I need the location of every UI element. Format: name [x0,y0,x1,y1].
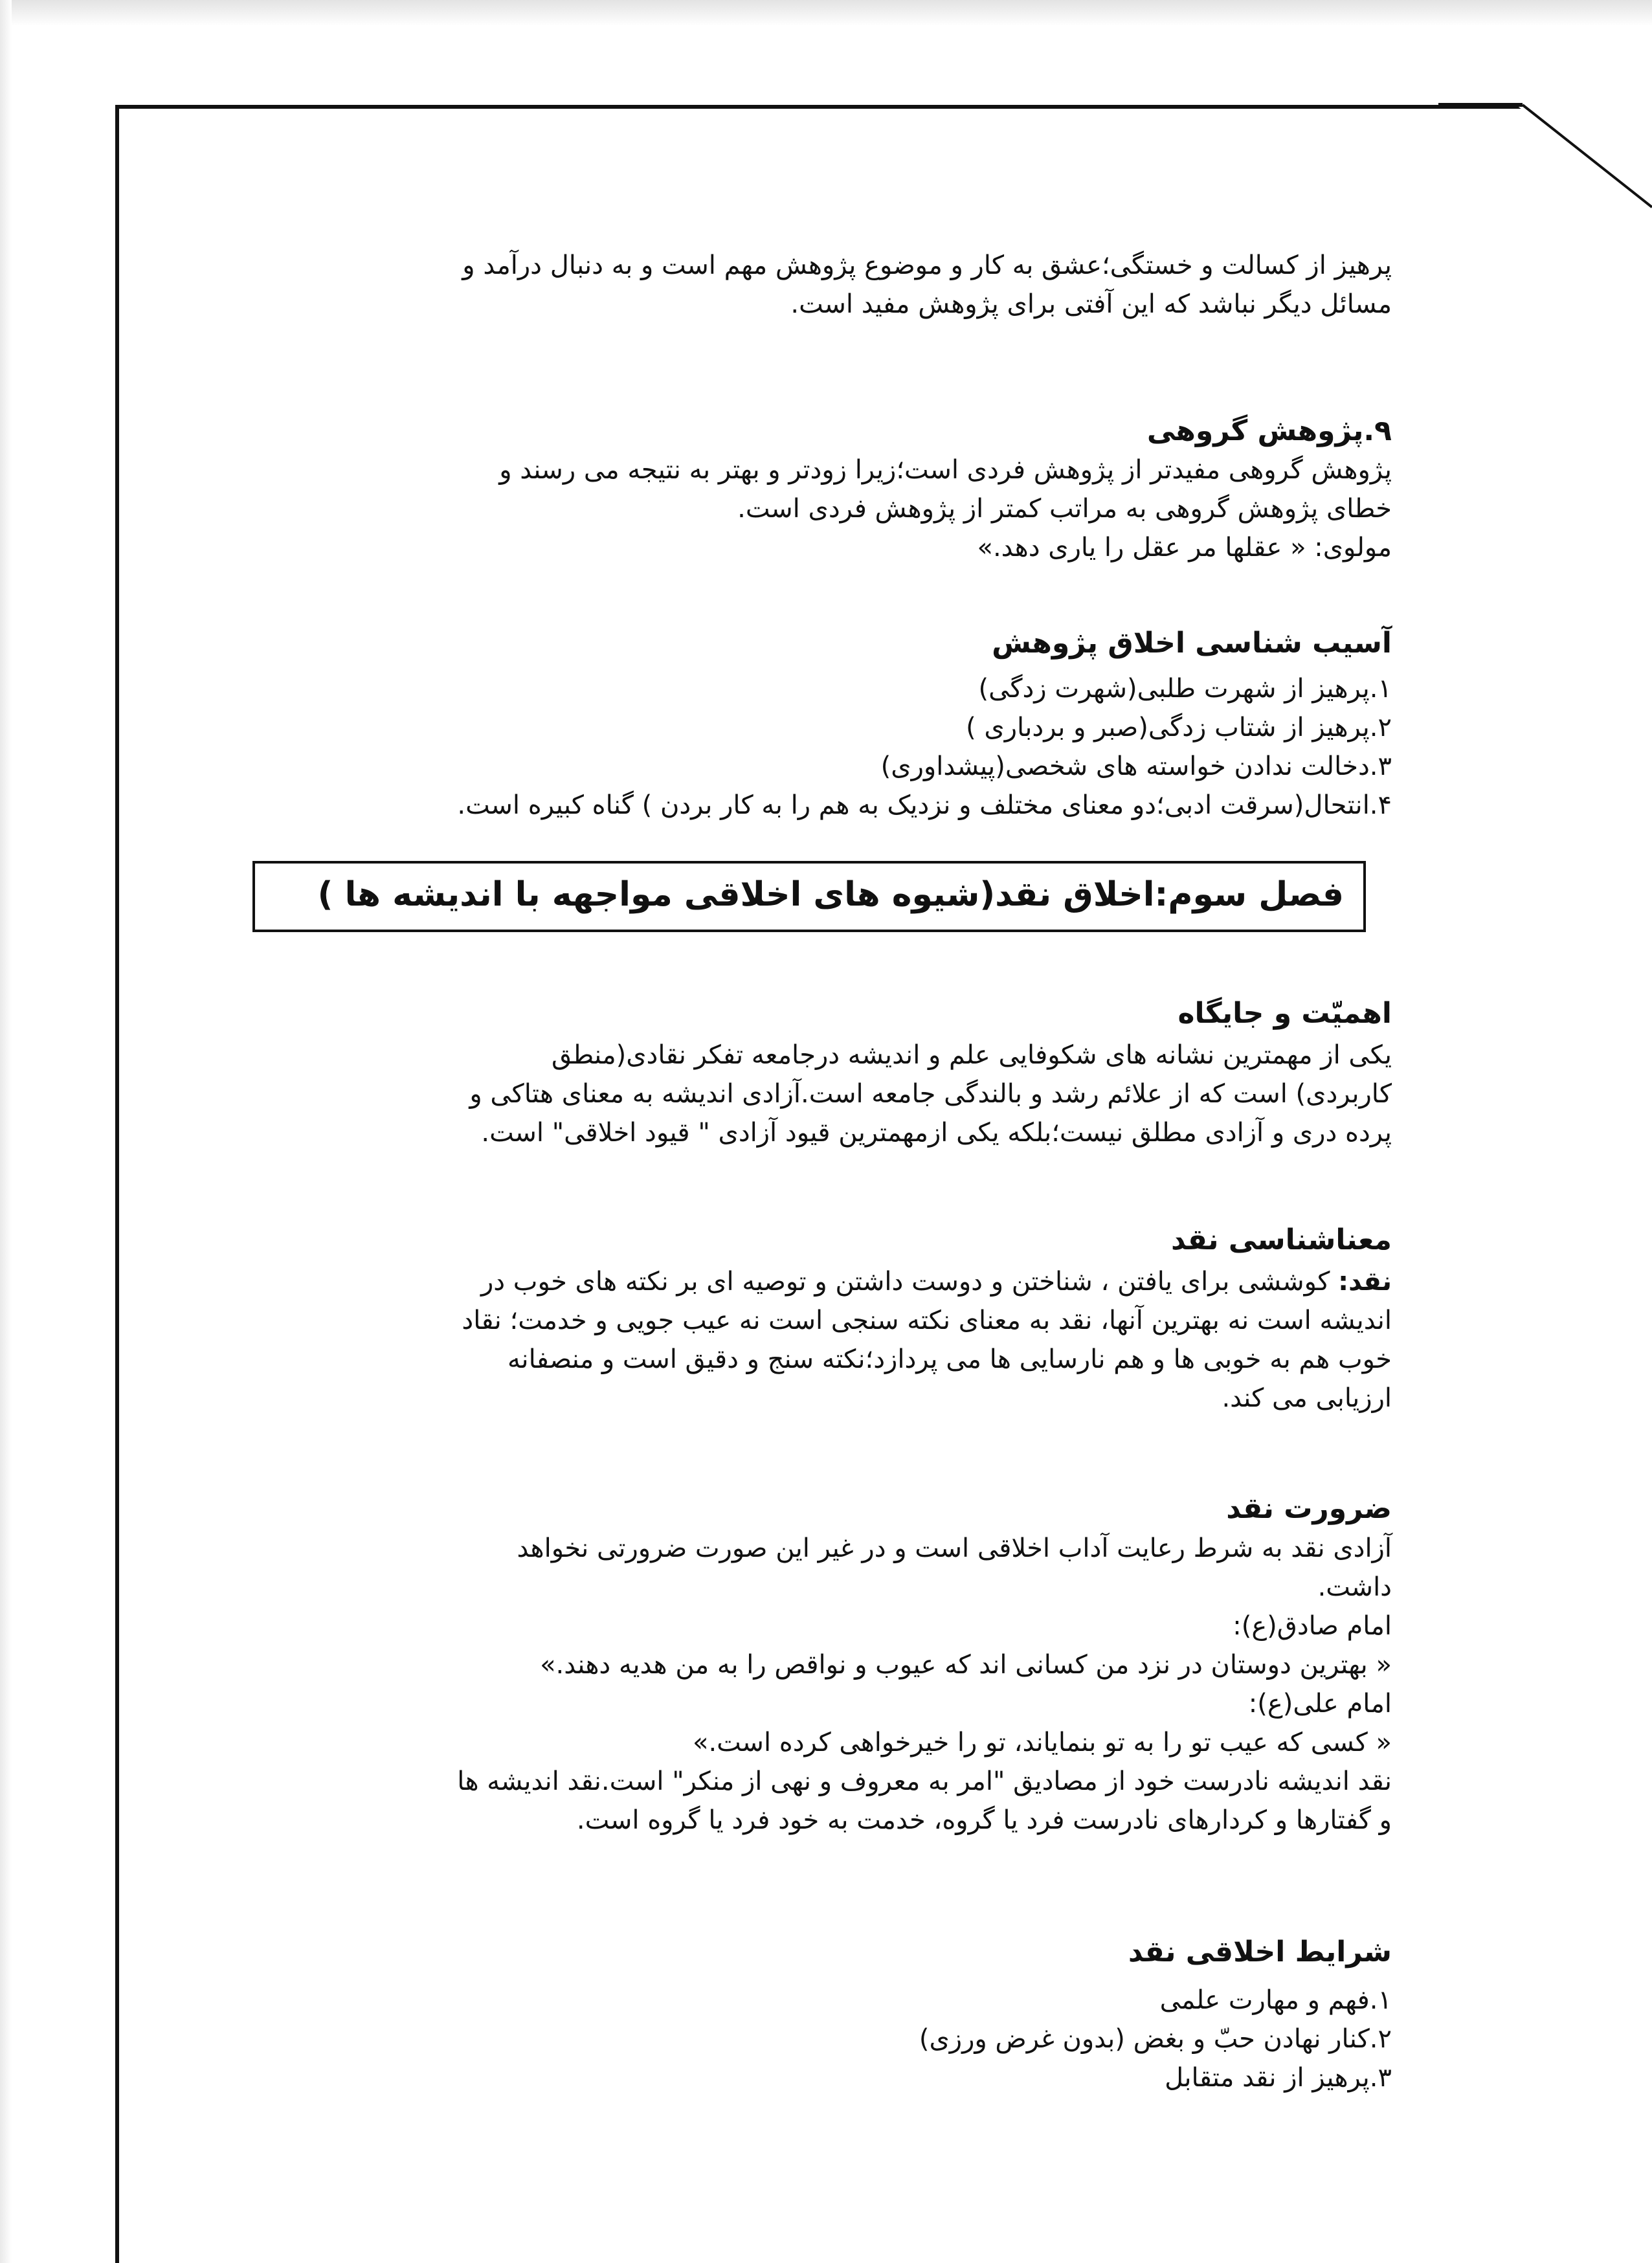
conditions-heading: شرایط اخلاقی نقد [1128,1935,1392,1968]
group-research-line: مولوی: « عقلها مر عقل را یاری دهد.» [977,533,1392,563]
pathology-item: ۲.پرهیز از شتاب زدگی(صبر و بردباری ) [966,713,1392,742]
necessity-line: نقد اندیشه نادرست خود از مصادیق "امر به معروف و نهی از منکر" است.نقد اندیشه ها [457,1767,1392,1796]
scan-edge-left [0,0,12,2263]
pathology-heading: آسیب شناسی اخلاق پژوهش [992,627,1392,660]
importance-line: پرده دری و آزادی مطلق نیست؛بلکه یکی ازمهمترین قیود آزادی " قیود اخلاقی" است. [481,1118,1392,1148]
semantics-line: ارزیابی می کند. [1222,1383,1392,1413]
semantics-term: نقد: [1338,1267,1392,1297]
group-research-paragraph [207,451,1392,567]
page-frame [115,105,1652,2263]
semantics-heading: معناشناسی نقد [1170,1223,1392,1256]
conditions-list [207,1981,1392,2097]
semantics-paragraph [207,1262,1392,1418]
folded-corner [1438,45,1652,214]
group-research-heading: ۹.پژوهش گروهی [1146,414,1392,447]
necessity-line: داشت. [1317,1572,1392,1602]
chapter-title: فصل سوم:اخلاق نقد(شیوه های اخلاقی مواجهه با اندیشه ها ) [317,875,1344,914]
intro-line: مسائل دیگر نباشد که این آفتی برای پژوهش مفید است. [790,289,1392,319]
pathology-item: ۳.دخالت ندادن خواسته های شخصی(پیشداوری) [880,752,1392,781]
necessity-heading: ضرورت نقد [1226,1492,1392,1525]
semantics-line: اندیشه است نه بهترین آنها، نقد به معنای نکته سنجی است نه عیب جویی و خدمت؛ نقاد [462,1306,1392,1335]
intro-paragraph [207,246,1392,324]
scan-edge-top [0,0,1652,26]
conditions-item: ۲.کنار نهادن حبّ و بغض (بدون غرض ورزی) [919,2024,1392,2054]
semantics-line-text: کوششی برای یافتن ، شناختن و دوست داشتن و توصیه ای بر نکته های خوب در [480,1267,1330,1297]
group-research-line: خطای پژوهش گروهی به مراتب کمتر از پژوهش فردی است. [737,494,1392,524]
necessity-line: « بهترین دوستان در نزد من کسانی اند که عیوب و نواقص را به من هدیه دهند.» [540,1650,1392,1680]
intro-line: پرهیز از کسالت و خستگی؛عشق به کار و موضوع پژوهش مهم است و به دنبال درآمد و [462,251,1392,280]
conditions-item: ۳.پرهیز از نقد متقابل [1165,2063,1392,2093]
pathology-list [207,669,1392,825]
semantics-line: خوب هم به خوبی ها و هم نارسایی ها می پردازد؛نکته سنج و دقیق است و منصفانه [507,1344,1392,1374]
necessity-line: و گفتارها و کردارهای نادرست فرد یا گروه، خدمت به خود فرد یا گروه است. [576,1805,1392,1835]
necessity-line: آزادی نقد به شرط رعایت آداب اخلاقی است و در غیر این صورت ضرورتی نخواهد [517,1533,1392,1563]
chapter-title-box [252,861,1366,932]
pathology-item: ۴.انتحال(سرقت ادبی؛دو معنای مختلف و نزدیک به هم را به کار بردن ) گناه کبیره است. [457,790,1392,820]
necessity-line: « کسی که عیب تو را به تو بنمایاند، تو را خیرخواهی کرده است.» [692,1728,1392,1757]
importance-paragraph [207,1036,1392,1152]
semantics-line [207,1262,1392,1301]
group-research-line: پژوهش گروهی مفیدتر از پژوهش فردی است؛زیرا زودتر و بهتر به نتیجه می رسند و [499,455,1392,485]
necessity-line: امام علی(ع): [1248,1689,1392,1719]
importance-heading: اهمیّت و جایگاه [1178,997,1392,1030]
importance-line: یکی از مهمترین نشانه های شکوفایی علم و اندیشه درجامعه تفکر نقادی(منطق [551,1040,1392,1070]
necessity-line: امام صادق(ع): [1233,1611,1392,1641]
necessity-paragraph [207,1529,1392,1840]
pathology-item: ۱.پرهیز از شهرت طلبی(شهرت زدگی) [978,674,1392,704]
importance-line: کاربردی) است که از علائم رشد و بالندگی جامعه است.آزادی اندیشه به معنای هتاکی و [469,1079,1392,1109]
conditions-item: ۱.فهم و مهارت علمی [1159,1985,1392,2015]
